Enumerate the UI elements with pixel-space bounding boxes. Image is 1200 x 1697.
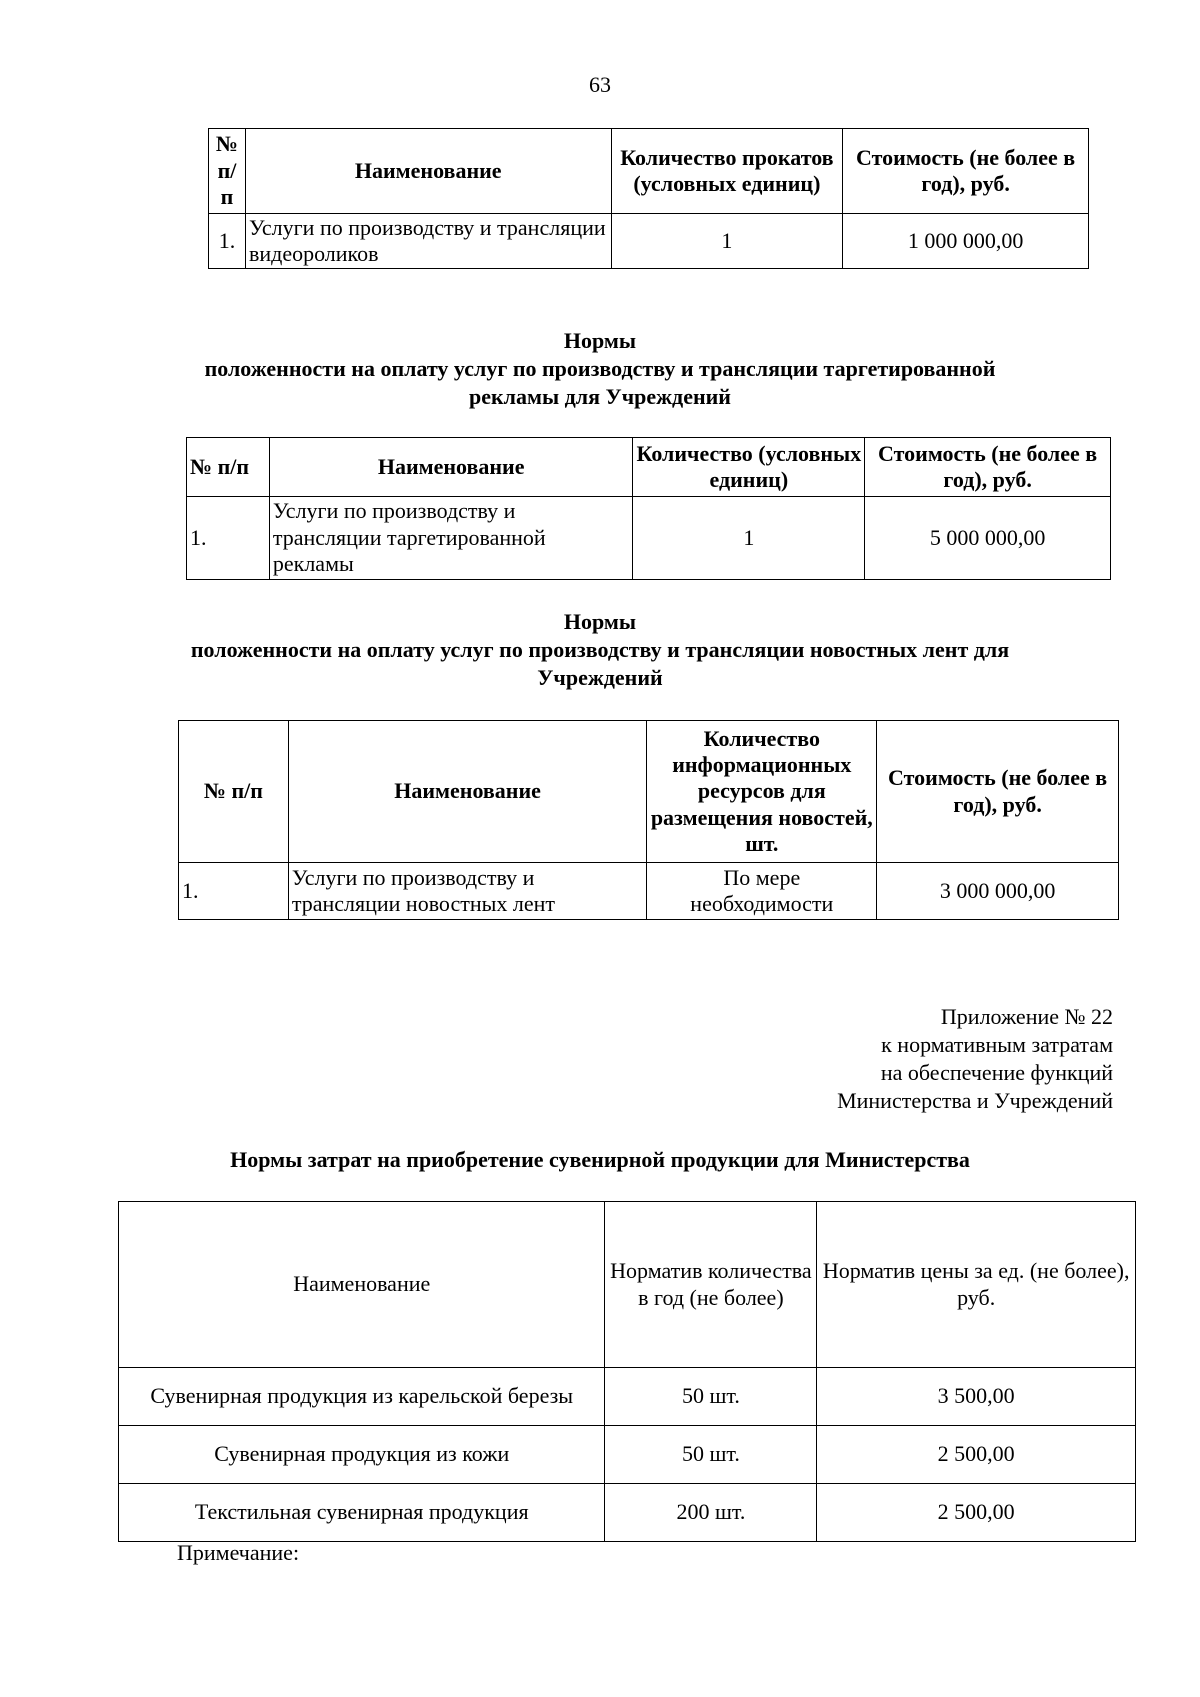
note-label: Примечание: (177, 1540, 300, 1565)
row-quantity: 200 шт. (605, 1484, 817, 1542)
section2-title-line2: положенности на оплату услуг по производству и трансляции таргетированной (204, 356, 996, 381)
table-header-row (179, 721, 1119, 863)
appendix-block (837, 1003, 1113, 1115)
row-name: Услуги по производству и трансляции новостных лент (288, 863, 647, 920)
row-number: 1. (187, 497, 270, 580)
table-header-row (187, 438, 1111, 497)
appendix-line3: на обеспечение функций (880, 1060, 1113, 1085)
row-quantity: 1 (633, 497, 865, 580)
row-quantity: 1 (611, 214, 843, 269)
header-quantity: Количество прокатов (условных единиц) (611, 129, 843, 214)
row-cost: 3 000 000,00 (877, 863, 1119, 920)
row-price: 3 500,00 (817, 1368, 1136, 1426)
row-name: Сувенирная продукция из кожи (119, 1426, 605, 1484)
souvenir-table (118, 1201, 1136, 1542)
news-feeds-table (178, 720, 1119, 920)
row-name: Услуги по производству и трансляции таргетированной рекламы (269, 497, 633, 580)
section3-title-line3: Учреждений (537, 665, 663, 690)
header-number: № п/п (187, 438, 270, 497)
row-quantity: По мере необходимости (647, 863, 877, 920)
row-name: Текстильная сувенирная продукция (119, 1484, 605, 1542)
section3-title-line1: Нормы (563, 609, 637, 634)
section4-title: Нормы затрат на приобретение сувенирной продукции для Министерства (230, 1147, 970, 1172)
page-number: 63 (589, 72, 611, 97)
row-price: 2 500,00 (817, 1484, 1136, 1542)
row-price: 2 500,00 (817, 1426, 1136, 1484)
header-quantity: Количество (условных единиц) (633, 438, 865, 497)
section2-title-line3: рекламы для Учреждений (469, 384, 731, 409)
header-number: № п/п (209, 129, 246, 214)
header-price: Норматив цены за ед. (не более), руб. (817, 1202, 1136, 1368)
row-quantity: 50 шт. (605, 1426, 817, 1484)
section2-title-line1: Нормы (563, 328, 637, 353)
header-name: Наименование (245, 129, 611, 214)
table-row (187, 497, 1111, 580)
table-row (179, 863, 1119, 920)
table-row (209, 214, 1089, 269)
row-cost: 5 000 000,00 (865, 497, 1111, 580)
targeted-ads-table (186, 437, 1111, 580)
header-cost: Стоимость (не более в год), руб. (843, 129, 1089, 214)
row-quantity: 50 шт. (605, 1368, 817, 1426)
section2-heading (0, 327, 1200, 411)
header-number: № п/п (179, 721, 289, 863)
table-row (119, 1368, 1136, 1426)
header-name: Наименование (288, 721, 647, 863)
section3-heading (0, 608, 1200, 692)
row-name: Сувенирная продукция из карельской березы (119, 1368, 605, 1426)
header-name: Наименование (269, 438, 633, 497)
table-header-row (119, 1202, 1136, 1368)
table-header-row (209, 129, 1089, 214)
appendix-line2: к нормативным затратам (881, 1032, 1113, 1057)
row-number: 1. (179, 863, 289, 920)
row-name: Услуги по производству и трансляции видеороликов (245, 214, 611, 269)
header-name: Наименование (119, 1202, 605, 1368)
header-cost: Стоимость (не более в год), руб. (877, 721, 1119, 863)
section3-title-line2: положенности на оплату услуг по производству и трансляции новостных лент для (190, 637, 1010, 662)
row-cost: 1 000 000,00 (843, 214, 1089, 269)
header-quantity: Норматив количества в год (не более) (605, 1202, 817, 1368)
table-row (119, 1426, 1136, 1484)
header-cost: Стоимость (не более в год), руб. (865, 438, 1111, 497)
section4-heading (0, 1146, 1200, 1174)
appendix-line4: Министерства и Учреждений (837, 1088, 1113, 1113)
header-quantity: Количество информационных ресурсов для размещения новостей, шт. (647, 721, 877, 863)
video-services-table (208, 128, 1089, 269)
appendix-line1: Приложение № 22 (940, 1004, 1113, 1029)
row-number: 1. (209, 214, 246, 269)
table-row (119, 1484, 1136, 1542)
